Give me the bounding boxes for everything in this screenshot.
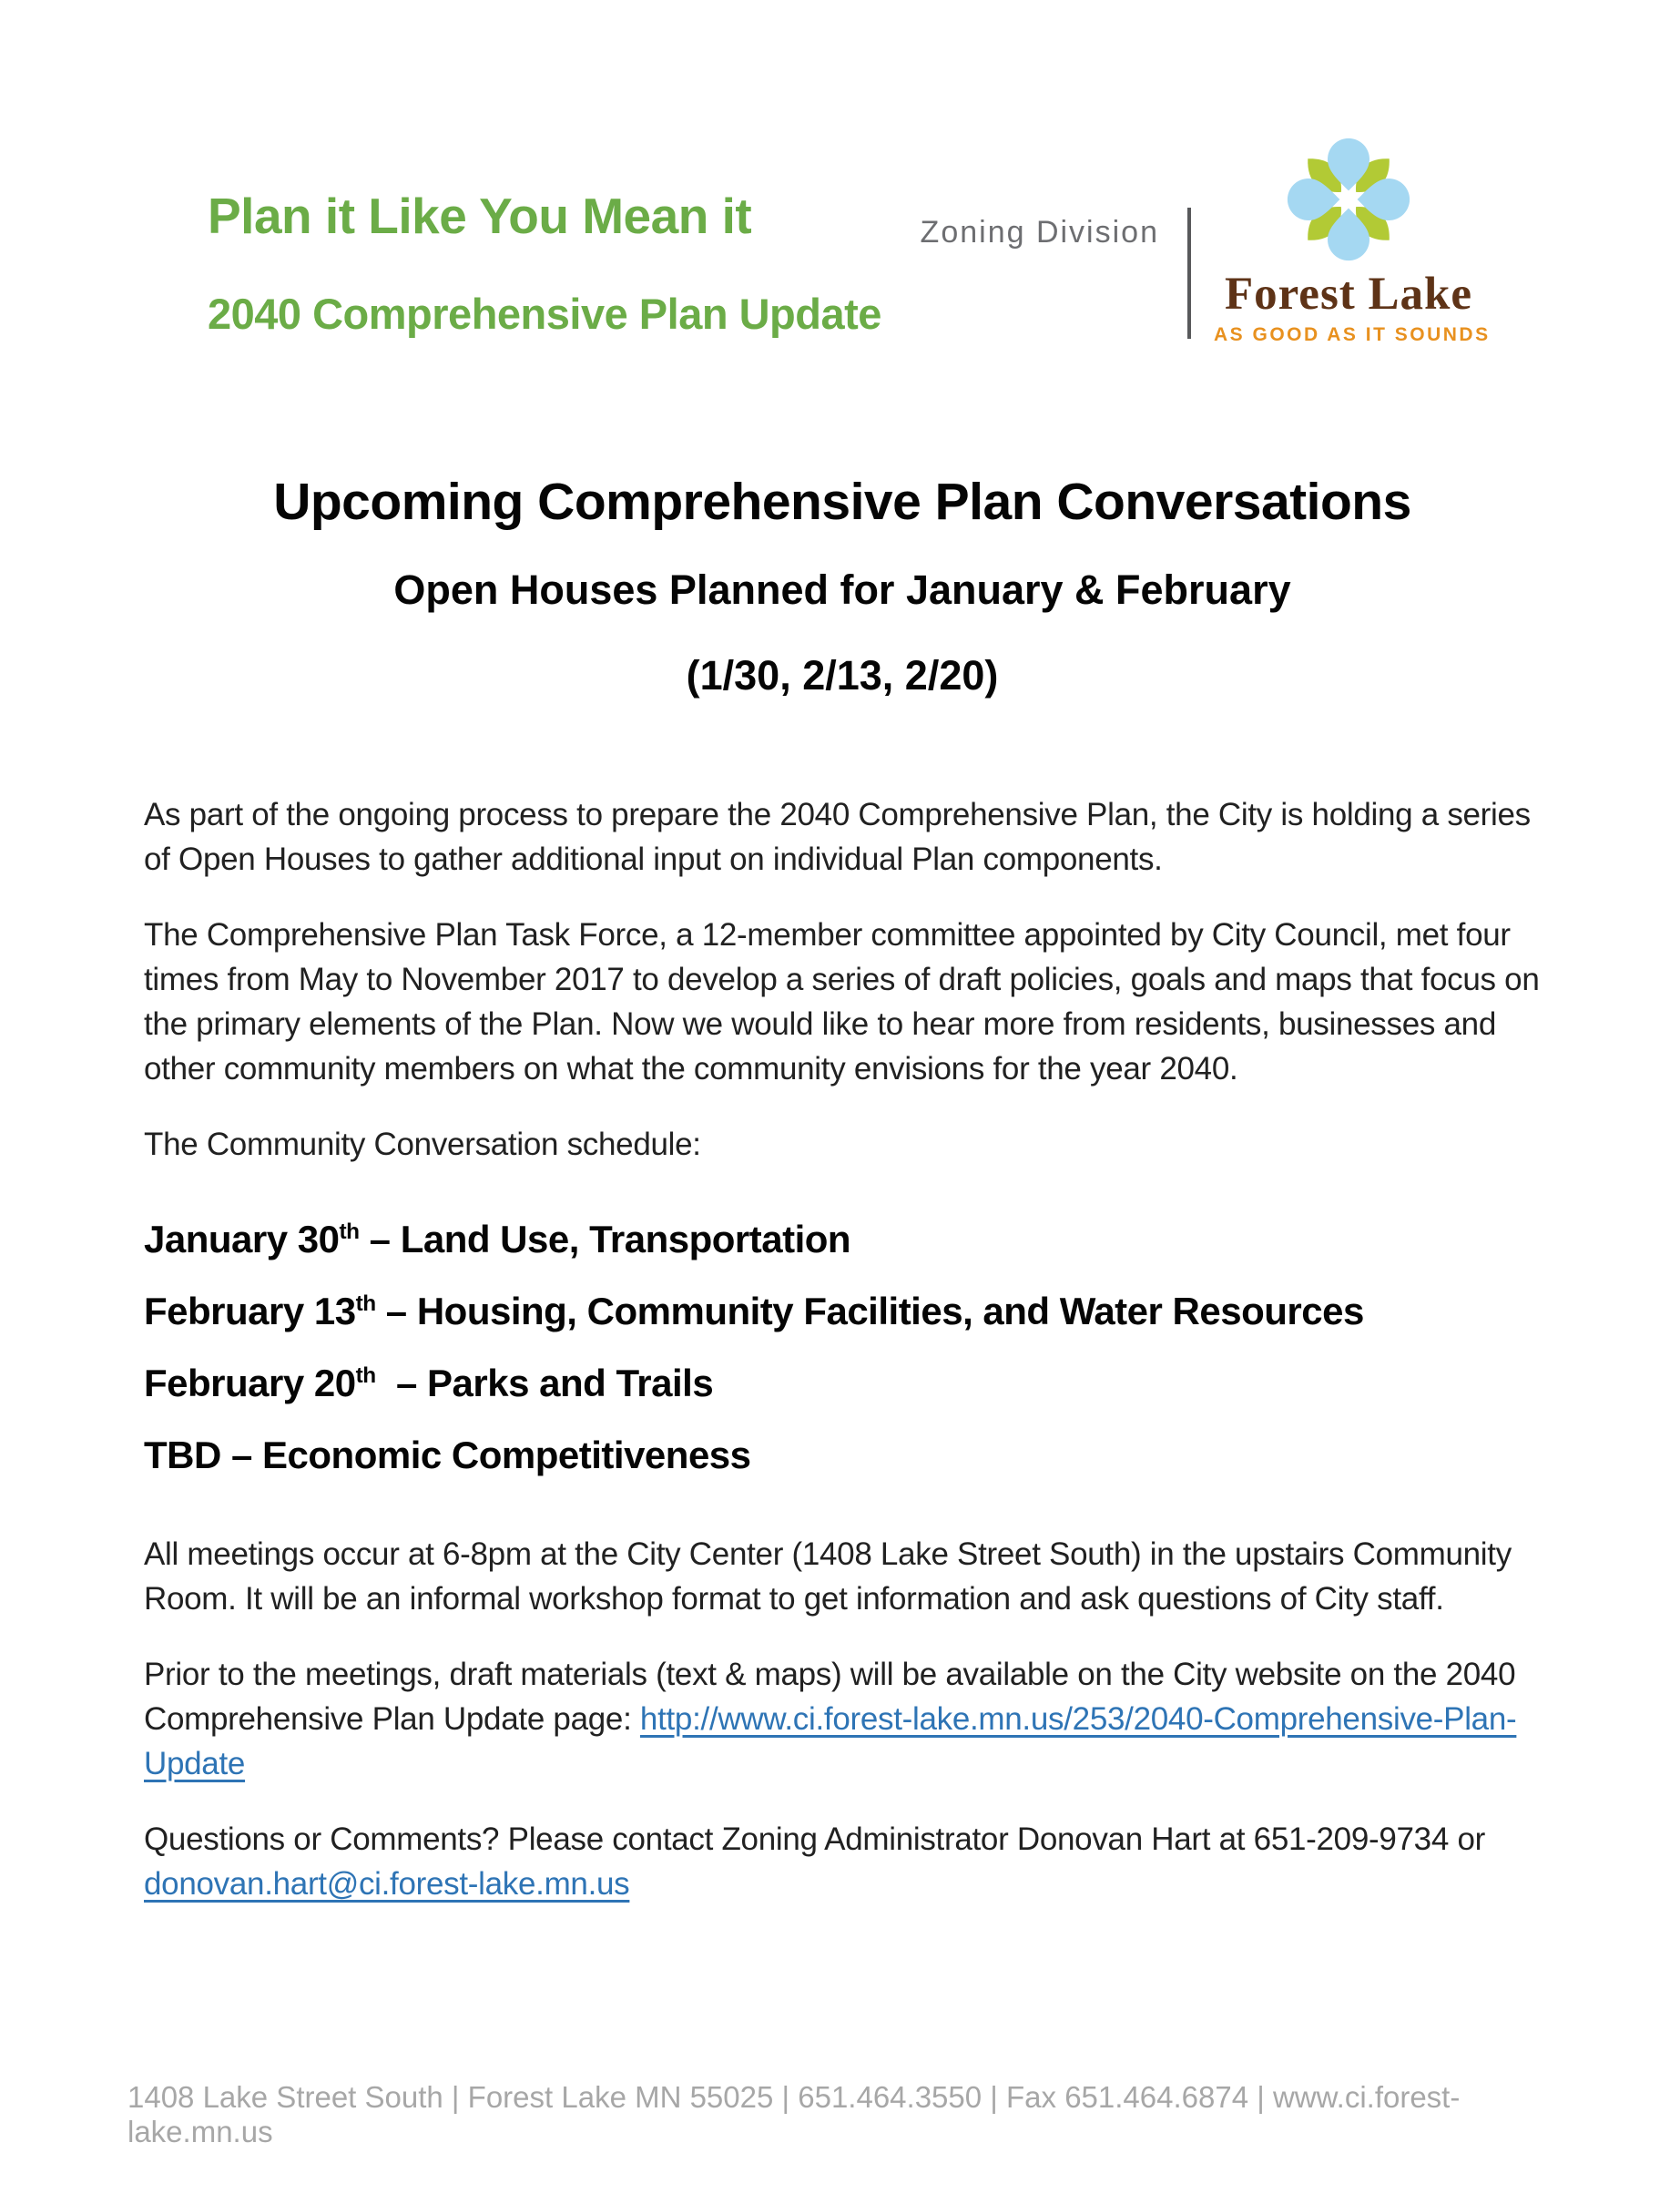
header-divider-line (1187, 208, 1191, 339)
materials-text: Prior to the meetings, draft materials (text & maps) will be available on the City website on the 2040 Comprehensive Plan Update page: (144, 1657, 1516, 1737)
schedule-separator: – (375, 1362, 427, 1404)
conversation-schedule-list (144, 1218, 1541, 1477)
logo-motto: AS GOOD AS IT SOUNDS (1214, 324, 1491, 345)
plan-update-page-link[interactable]: http://www.ci.forest-lake.mn.us/253/2040-Comprehensive-Plan-Update (144, 1701, 1517, 1781)
meeting-details-paragraph: All meetings occur at 6-8pm at the City Center (1408 Lake Street South) in the upstairs Community Room. It will be an informal workshop format to get information and ask questions of City staff. (144, 1536, 1512, 1617)
schedule-separator: – (375, 1290, 417, 1332)
document-body (144, 472, 1541, 1937)
schedule-separator: – (359, 1218, 401, 1260)
task-force-paragraph: The Comprehensive Plan Task Force, a 12-member committee appointed by City Council, met four times from May to November 2017 to develop a series of draft policies, goals and maps that focus on the primary elements of the Plan. Now we would like to hear more from residents, businesses and other community members on what the community envisions for the year 2040. (144, 917, 1540, 1087)
schedule-separator: – (220, 1434, 263, 1476)
schedule-date: TBD (144, 1434, 221, 1476)
schedule-topic: Parks and Trails (427, 1362, 714, 1404)
contact-paragraph (144, 1817, 1541, 1906)
schedule-date: February 13 (144, 1290, 356, 1332)
contact-email-link[interactable]: donovan.hart@ci.forest-lake.mn.us (144, 1866, 630, 1902)
flower-logo-icon (1286, 137, 1411, 262)
ordinal-suffix: th (355, 1291, 376, 1316)
schedule-date: January 30 (144, 1218, 340, 1260)
schedule-item-january-30 (144, 1218, 1541, 1261)
ordinal-suffix: th (355, 1363, 376, 1388)
logo-city-name: Forest Lake (1224, 269, 1473, 320)
page-footer (127, 2080, 1584, 2149)
plan-update-heading: 2040 Comprehensive Plan Update (208, 290, 881, 338)
materials-paragraph (144, 1652, 1541, 1786)
intro-paragraph: As part of the ongoing process to prepare the 2040 Comprehensive Plan, the City is holding a series of Open Houses to gather additional input on individual Plan components. (144, 797, 1531, 877)
schedule-item-tbd (144, 1434, 1541, 1477)
page-subtitle: Open Houses Planned for January & February (393, 566, 1291, 613)
schedule-topic: Land Use, Transportation (400, 1218, 851, 1260)
zoning-division-label: Zoning Division (920, 215, 1159, 250)
schedule-intro: The Community Conversation schedule: (144, 1127, 701, 1162)
plan-tagline: Plan it Like You Mean it (208, 188, 752, 244)
schedule-date: February 20 (144, 1362, 356, 1404)
header-brand-block (208, 187, 881, 339)
schedule-topic: Housing, Community Facilities, and Water Resources (416, 1290, 1364, 1332)
ordinal-suffix: th (339, 1219, 360, 1244)
page-title: Upcoming Comprehensive Plan Conversations (273, 473, 1411, 531)
schedule-item-february-20 (144, 1362, 1541, 1405)
contact-text: Questions or Comments? Please contact Zoning Administrator Donovan Hart at 651-209-9734 or (144, 1821, 1485, 1857)
open-house-dates: (1/30, 2/13, 2/20) (686, 652, 999, 699)
schedule-item-february-13 (144, 1290, 1541, 1333)
forest-lake-logo (1214, 137, 1491, 346)
footer-contact-line: 1408 Lake Street South | Forest Lake MN 55025 | 651.464.3550 | Fax 651.464.6874 | www.ci.forest-lake.mn.us (127, 2080, 1461, 2148)
schedule-topic: Economic Competitiveness (262, 1434, 751, 1476)
